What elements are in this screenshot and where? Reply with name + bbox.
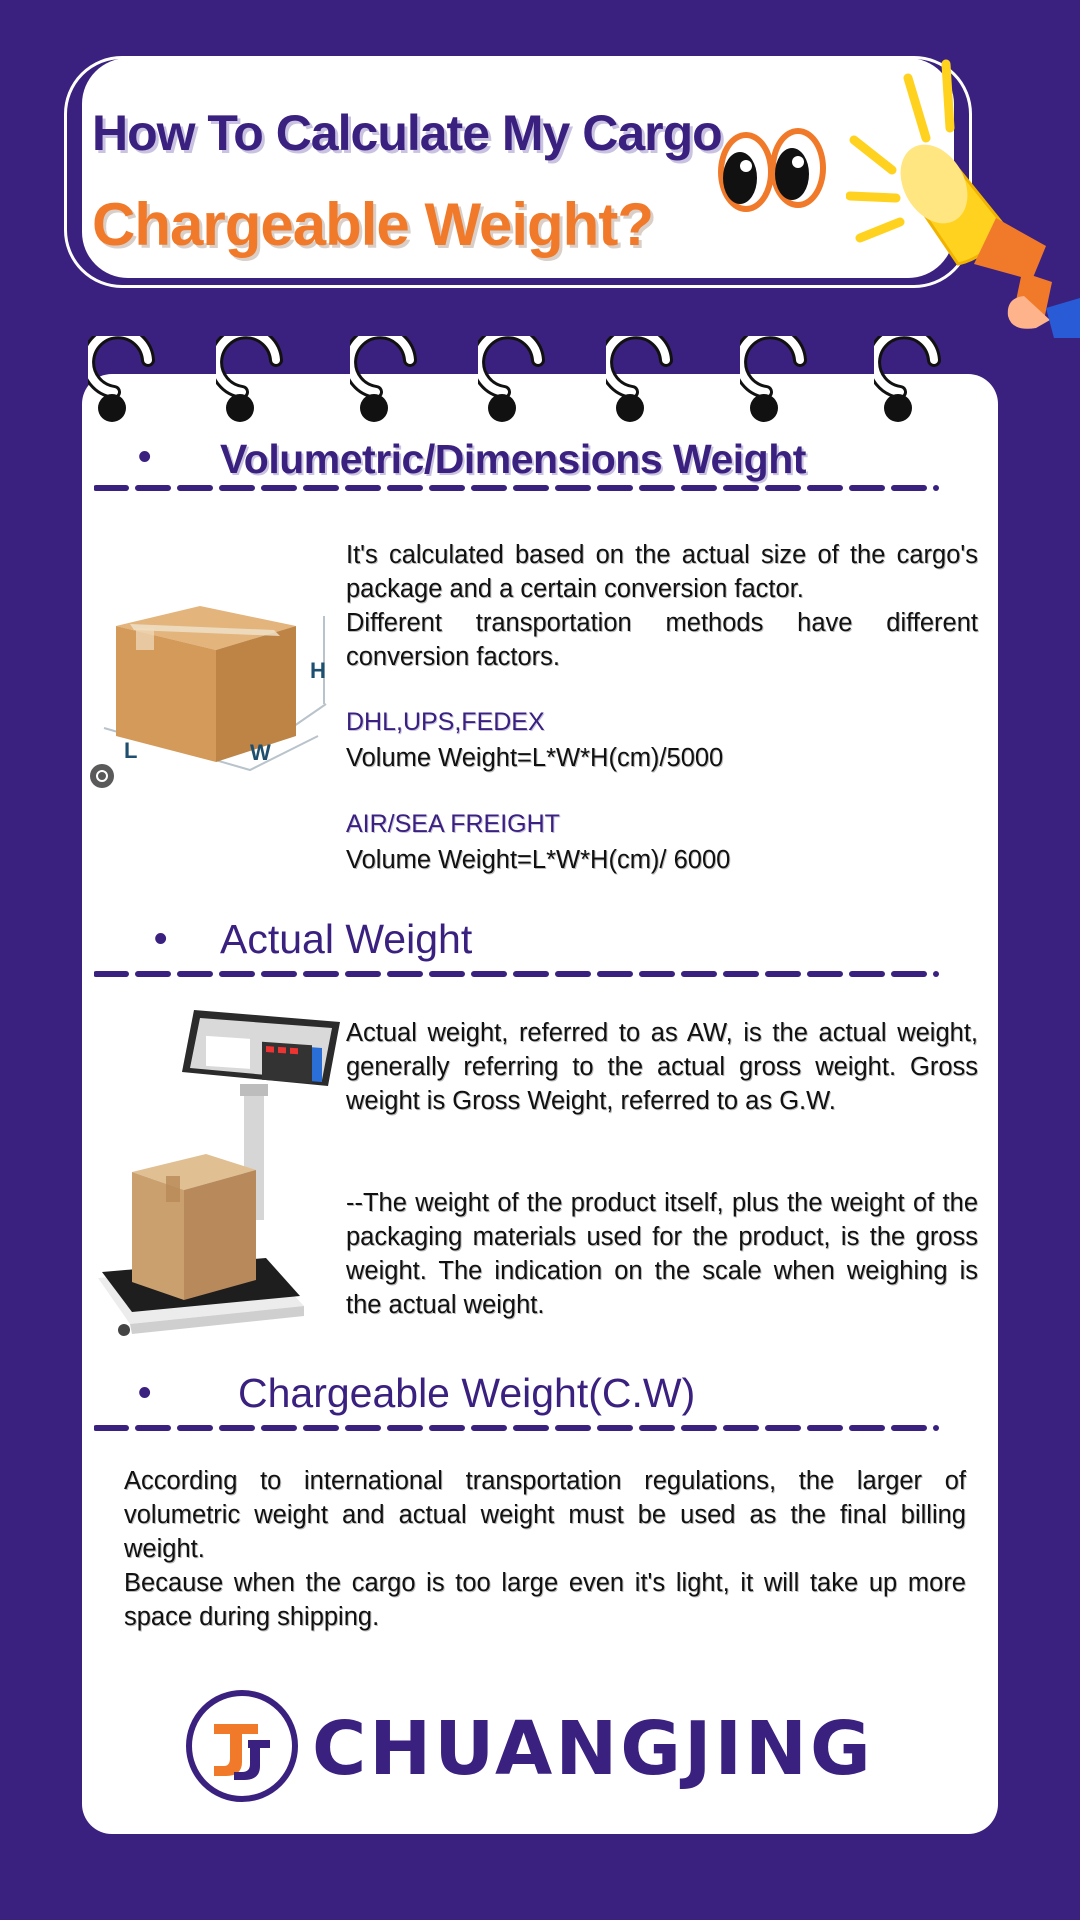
- width-label: W: [250, 740, 271, 765]
- volumetric-description-2: Different transportation methods have different conversion factors.: [346, 609, 978, 671]
- chargeable-weight-description-2: Because when the cargo is too large even it's light, it will take up more space during shipping.: [124, 1569, 966, 1631]
- formula-freight: Volume Weight=L*W*H(cm)/ 6000: [346, 846, 731, 874]
- binder-ring-icon: [740, 336, 820, 428]
- weighing-scale-icon: [94, 1000, 344, 1340]
- binder-ring-icon: [350, 336, 430, 428]
- cardboard-box-icon: [90, 586, 340, 796]
- bullet-icon: •: [154, 918, 168, 960]
- dashed-divider: [94, 1424, 940, 1432]
- volumetric-description-1: It's calculated based on the actual size of the cargo's package and a certain conversion factor.: [346, 541, 978, 603]
- dashed-divider: [94, 484, 940, 492]
- length-label: L: [124, 738, 138, 763]
- chargeable-weight-description-1: According to international transportation regulations, the larger of volumetric weight and actual weight must be used as the final billing weight.: [124, 1467, 966, 1563]
- section-header-actual: [94, 908, 940, 978]
- bullet-icon: •: [138, 1372, 152, 1414]
- carrier-label-freight: AIR/SEA FREIGHT: [346, 810, 560, 838]
- bullet-icon: •: [138, 436, 152, 478]
- binder-ring-icon: [606, 336, 686, 428]
- section-header-volumetric: [94, 422, 940, 492]
- eyes-icon: [716, 126, 828, 216]
- carrier-label-express: DHL,UPS,FEDEX: [346, 708, 545, 736]
- page-title-line-2: Chargeable Weight?: [92, 191, 653, 258]
- binder-ring-icon: [216, 336, 296, 428]
- actual-weight-description-1: Actual weight, referred to as AW, is the actual weight, generally referring to the actual gross weight. Gross weight is Gross Weight, referred to as G.W.: [346, 1019, 978, 1115]
- section-heading: Chargeable Weight(C.W): [238, 1370, 696, 1416]
- section-header-chargeable: [94, 1362, 940, 1432]
- actual-weight-description-2: --The weight of the product itself, plus the weight of the packaging materials used for the product, is the gross weight. The indication on the scale when weighing is the actual weight.: [346, 1189, 978, 1319]
- brand-logo-icon: [184, 1688, 300, 1804]
- page-title-line-1: How To Calculate My Cargo: [92, 105, 722, 161]
- brand-name: CHUANGJING: [312, 1706, 874, 1792]
- height-label: H: [310, 658, 326, 683]
- section-heading: Actual Weight: [220, 916, 473, 962]
- binder-ring-icon: [478, 336, 558, 428]
- binder-ring-icon: [874, 336, 954, 428]
- formula-express: Volume Weight=L*W*H(cm)/5000: [346, 744, 724, 772]
- section-heading: Volumetric/Dimensions Weight: [220, 436, 806, 482]
- dashed-divider: [94, 970, 940, 978]
- megaphone-icon: [846, 58, 1080, 338]
- binder-ring-icon: [88, 336, 168, 428]
